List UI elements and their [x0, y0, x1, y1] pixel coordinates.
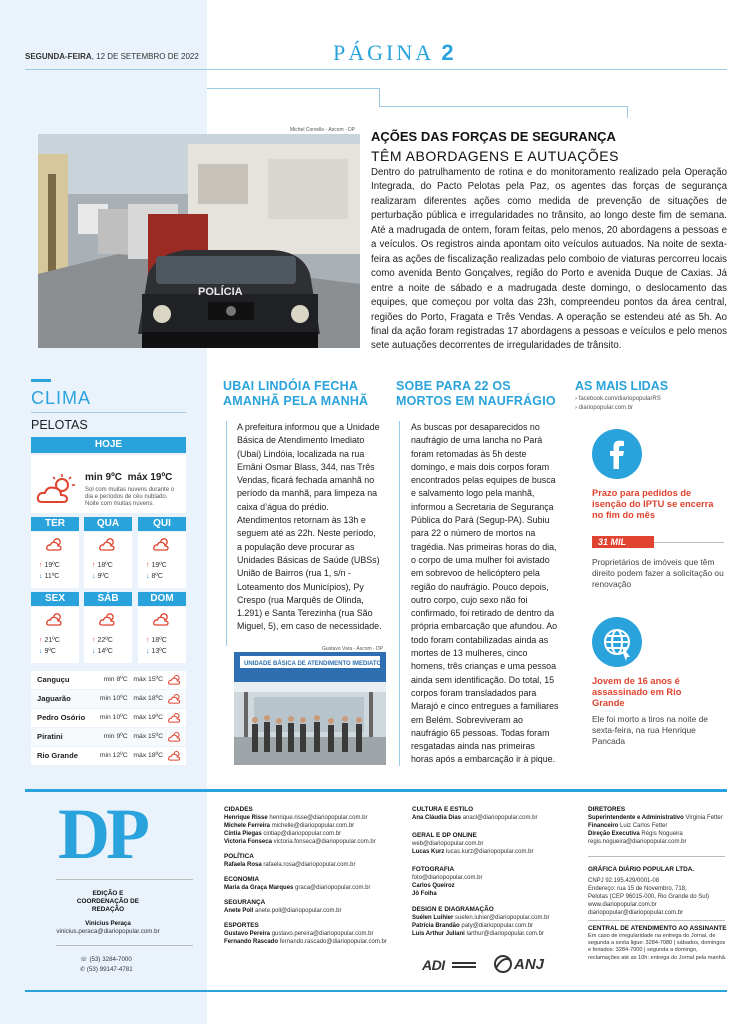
- forecast-min: ↓ 13ºC: [146, 648, 167, 655]
- footer-central: CENTRAL DE ATENDIMENTO AO ASSINANTE Em caso de irregularidade na entrega do Jornal, de segunda a sexta ligue: 3284-7080 | sábados, domingos e feriados: 3284-7000 | segunda a domingo, reclamações até as 10h: entrega do Jornal pela manhã.: [588, 925, 727, 961]
- today-header: HOJE: [31, 437, 186, 453]
- partly-cloudy-icon: [168, 750, 182, 763]
- forecast-min: ↓ 11ºC: [39, 573, 60, 580]
- partly-cloudy-icon: [168, 674, 182, 687]
- anj-logo-icon: [493, 954, 513, 979]
- header-rule: [25, 69, 727, 70]
- city-forecast-row: [31, 728, 186, 746]
- footer-rule: [588, 920, 725, 921]
- facebook-icon: [592, 429, 642, 479]
- adi-logo: ADI: [422, 957, 445, 973]
- forecast-min: ↓ 9ºC: [92, 573, 109, 580]
- city-forecast-row: [31, 747, 186, 765]
- forecast-day-card: [31, 532, 79, 588]
- forecast-max: ↑ 22ºC: [92, 637, 113, 644]
- ubai-sign-text: UNIDADE BÁSICA DE ATENDIMENTO IMEDIATO: [244, 661, 382, 667]
- city-temps: min 9ºC máx 15ºC: [103, 733, 163, 740]
- badge-rule: [654, 542, 724, 543]
- city-forecast-row: [31, 709, 186, 727]
- forecast-day-label: QUI: [138, 517, 186, 531]
- ubai-photo: [234, 652, 386, 765]
- col2-rule: [399, 421, 400, 766]
- forecast-day-label: SEX: [31, 592, 79, 606]
- anj-logo: ANJ: [514, 956, 545, 973]
- adi-logo-stripe: [452, 966, 476, 968]
- col1-photo-credit: Gustavo Vara - Ascom - DP: [322, 646, 384, 652]
- forecast-min: ↓ 8ºC: [146, 573, 163, 580]
- footer-rule: [56, 945, 193, 946]
- decor-rule-vertical: [627, 106, 628, 118]
- partly-cloudy-icon: [153, 537, 171, 556]
- city-name: Piratini: [37, 732, 63, 741]
- clima-title: CLIMA: [31, 388, 92, 408]
- footer-col-cidades: CIDADES Henrique Risse henrique.risse@diariopopular.com.br Michele Ferreira michelle@diariopopular.com.br Cíntia Piegas cintiap@diariopopular.com.br Victoria Fonseca victoria.fonseca@diariopopular.com.br POLÍTICA Rafaela Rosa rafaela.rosa@diariopopular.com.br ECONOMIA Maria da Graça Marques graca@diariopopular.com.br SEGURANÇA Anete Poll anete.poll@diariopopular.com.br ESPORTES Gustavo Pereira gustavo.pereira@diariopopular.com.br Fernando Rascado fernando.rascado@diariopopular.com.br: [224, 806, 387, 945]
- sun-cloud-icon: [36, 474, 78, 511]
- col2-body: As buscas por desaparecidos no naufrágio de uma lancha no Pará foram retomadas às 5h deste domingo, e mais dois corpos foram encontrados pelas equipes de busca e salvamento logo pela manhã, informou a Secretaria de Segurança Pública do Pará (Segup-PA). Subiu para 22 o número de mortos na tragédia. Nas primeiras horas do dia, o corpo de uma mulher foi avistado em sobrevoo de helicóptero pela região do naufrágio. Pouco depois, outro corpo, cujo sexo não foi confirmado, foi retirado de dentro da própria embarcação que afundou. Ao todo foram contabilizadas ainda as mortes de 13 mulheres, cinco homens, três crianças e uma pessoa ainda sem identificação. Do total, 15 corpos foram transladados para Marajó e cinco entregues a familiares em Belém. Sobreviveram ao naufrágio 65 pessoas. Todas foram resgatadas ainda nas primeiras horas após a embarcação ir à pique.: [411, 422, 559, 765]
- forecast-day-label: DOM: [138, 592, 186, 606]
- partly-cloudy-icon: [99, 612, 117, 631]
- phone-block: ☏ (53) 3284-7000 ✆ (53) 99147-4781: [80, 956, 133, 973]
- lead-subtitle: TÊM ABORDAGENS E AUTUAÇÕES: [371, 148, 619, 164]
- city-name: Jaguarão: [37, 694, 71, 703]
- footer-rule: [588, 856, 725, 857]
- col1-title: UBAI LINDÓIA FECHA AMANHÃ PELA MANHÃ: [223, 379, 369, 408]
- col2-title: SOBE PARA 22 OS MORTOS EM NAUFRÁGIO: [396, 379, 556, 408]
- footer-bottom-rule: [25, 990, 727, 992]
- city-name: Pedro Osório: [37, 713, 86, 722]
- forecast-day-card: [138, 532, 186, 588]
- forecast-max: ↑ 19ºC: [39, 562, 60, 569]
- footer-col-cultura: CULTURA E ESTILO Ana Cláudia Dias anacl@diariopopular.com.br GERAL E DP ONLINE web@diariopopular.com.br Lucas Kurz lucas.kurz@diariopopular.com.br FOTOGRAFIA foto@diariopopular.com.br Carlos Queiroz Jô Folha DESIGN E DIAGRAMAÇÃO Suélen Luihier suelen.luhier@diariopopular.com.br Patrícia Brandão paty@diariopopular.com.br Luis Arthur Juliani larthur@diariopopular.com.br: [412, 806, 550, 937]
- col1-body: A prefeitura informou que a Unidade Básica de Atendimento Imediato (Ubai) Lindóia, localizada na rua Ernâni Osmar Blass, 344, nas Três Vendas, ficará fechada amanhã no período da manhã, para limpeza na caixa d’água do prédio. Atendimentos retornam às 13h e seguem até as 22h. Neste período, a população deve procurar as Unidades Básicas de Saúde (UBSs) União de Bairros (rua 1, s/n - Loteamento dos Municípios), Py Crespo (rua Marquês de Olinda, 1.291) e Santa Terezinha (rua São Miguel, 5), em caso de necessidade.: [237, 422, 382, 632]
- today-description: Sol com muitas nuvens durante o dia e períodos de céu nublado. Noite com muitas nuvens.: [85, 487, 175, 507]
- city-name: Rio Grande: [37, 751, 78, 760]
- partly-cloudy-icon: [99, 537, 117, 556]
- footer-col-diretores: DIRETORES Superintendente e Administrativo Virginia Fetter Financeiro Luiz Carlos Fetter Direção Executiva Régis Nogueira regis.nogueira@diariopopular.com.br: [588, 806, 723, 845]
- lead-body: Dentro do patrulhamento de rotina e do monitoramento realizado pela Operação Integrada, do Pacto Pelotas pela Paz, os agentes das forças de segurança realizaram diferentes ações como medida de prevenção de situações de perturbação pública e irregularidades no trânsito, ao longo deste fim de semana. Até a madrugada de ontem, foram feitas, pelo menos, 20 abordagens a pessoas e a veículos. Os registros ainda apontam oito veículos autuados. Na noite de sexta-feira as ações de fiscalização realizadas pelo comboio de viaturas percorreu locais como avenida Bento Gonçalves, região do Porto e avenida Duque de Caxias. Já entre a noite de sábado e a madrugada deste domingo, o deslocamento das equipes, que começou por volta das 23h, compreendeu pontos da área central, regiões do Porto, Fragata e Três Vendas. A operação se estendeu até as 5h. Ao final da ação foram registradas 17 abordagens a pessoas e veículos e pelo menos sete autuações decorrentes de irregularidades de trânsito.: [371, 167, 727, 352]
- most-read-item1-headline[interactable]: Prazo para pedidos de isenção do IPTU se encerra no fim do mês: [592, 488, 714, 520]
- city-temps: min 12ºC máx 18ºC: [99, 752, 163, 759]
- city-forecast-row: [31, 671, 186, 689]
- today-temps: min 9ºC máx 19ºC: [85, 472, 173, 483]
- partly-cloudy-icon: [168, 693, 182, 706]
- weather-city: PELOTAS: [31, 418, 88, 432]
- forecast-day-card: [31, 607, 79, 663]
- col1-rule: [226, 421, 227, 646]
- forecast-max: ↑ 18ºC: [146, 637, 167, 644]
- most-read-item1-summary: Proprietários de imóveis que têm direito podem fazer a solicitação ou renovação: [592, 557, 724, 589]
- forecast-max: ↑ 19ºC: [146, 562, 167, 569]
- whatsapp-icon: ✆: [80, 966, 86, 973]
- decor-rule-vertical: [379, 88, 380, 106]
- most-read-item2-headline[interactable]: Jovem de 16 anos é assassinado em Rio Grande: [592, 676, 682, 708]
- lead-title: AÇÕES DAS FORÇAS DE SEGURANÇA: [371, 129, 616, 144]
- forecast-day-label: SÁB: [84, 592, 132, 606]
- most-read-item1-badge: 31 MIL: [592, 536, 654, 548]
- car-hood-text: POLÍCIA: [198, 286, 243, 298]
- dp-logo: DP: [58, 794, 146, 874]
- footer-top-rule: [25, 789, 727, 792]
- adi-logo-stripe: [452, 962, 476, 964]
- most-read-title: AS MAIS LIDAS: [575, 379, 669, 393]
- footer-rule: [56, 879, 193, 880]
- page-number: PÁGINA 2: [333, 40, 454, 65]
- forecast-day-label: QUA: [84, 517, 132, 531]
- forecast-max: ↑ 21ºC: [39, 637, 60, 644]
- city-temps: min 10ºC máx 19ºC: [99, 714, 163, 721]
- forecast-day-card: [84, 532, 132, 588]
- city-name: Canguçu: [37, 675, 70, 684]
- forecast-max: ↑ 18ºC: [92, 562, 113, 569]
- forecast-day-card: [84, 607, 132, 663]
- facebook-link[interactable]: › facebook.com/diariopopularRS: [575, 396, 661, 402]
- partly-cloudy-icon: [46, 537, 64, 556]
- lead-photo: [38, 134, 360, 348]
- globe-icon: [592, 617, 642, 667]
- clima-accent: [31, 379, 51, 382]
- website-link[interactable]: › diariopopular.com.br: [575, 405, 634, 411]
- edition-date: SEGUNDA-FEIRA, 12 DE SETEMBRO DE 2022: [25, 52, 199, 61]
- decor-rule: [207, 88, 379, 89]
- clima-rule: [31, 412, 186, 413]
- decor-rule: [379, 106, 627, 107]
- photo-credit: Michel Corvello - Ascom - DP: [290, 127, 356, 133]
- forecast-min: ↓ 9ºC: [39, 648, 56, 655]
- partly-cloudy-icon: [168, 712, 182, 725]
- city-temps: min 10ºC máx 18ºC: [99, 695, 163, 702]
- partly-cloudy-icon: [46, 612, 64, 631]
- edicao-block: EDIÇÃO E COORDENAÇÃO DE REDAÇÃO Vinicius Peraça vinicius.peraca@diariopopular.com.br: [56, 890, 160, 935]
- footer-grafica: GRÁFICA DIÁRIO POPULAR LTDA. CNPJ 92.195.429/0001-08 Endereço: rua 15 de Novembro, 718, Pelotas (CEP 96015-000, Rio Grande do Sul) www.diariopopular.com.br diariopopular@diariopopular.com.br: [588, 866, 709, 916]
- forecast-day-label: TER: [31, 517, 79, 531]
- forecast-day-card: [138, 607, 186, 663]
- forecast-min: ↓ 14ºC: [92, 648, 113, 655]
- most-read-item2-summary: Ele foi morto a tiros na noite de sexta-feira, na rua Henrique Pancada: [592, 714, 708, 746]
- partly-cloudy-icon: [153, 612, 171, 631]
- city-temps: min 8ºC máx 15ºC: [103, 676, 163, 683]
- city-forecast-row: [31, 690, 186, 708]
- partly-cloudy-icon: [168, 731, 182, 744]
